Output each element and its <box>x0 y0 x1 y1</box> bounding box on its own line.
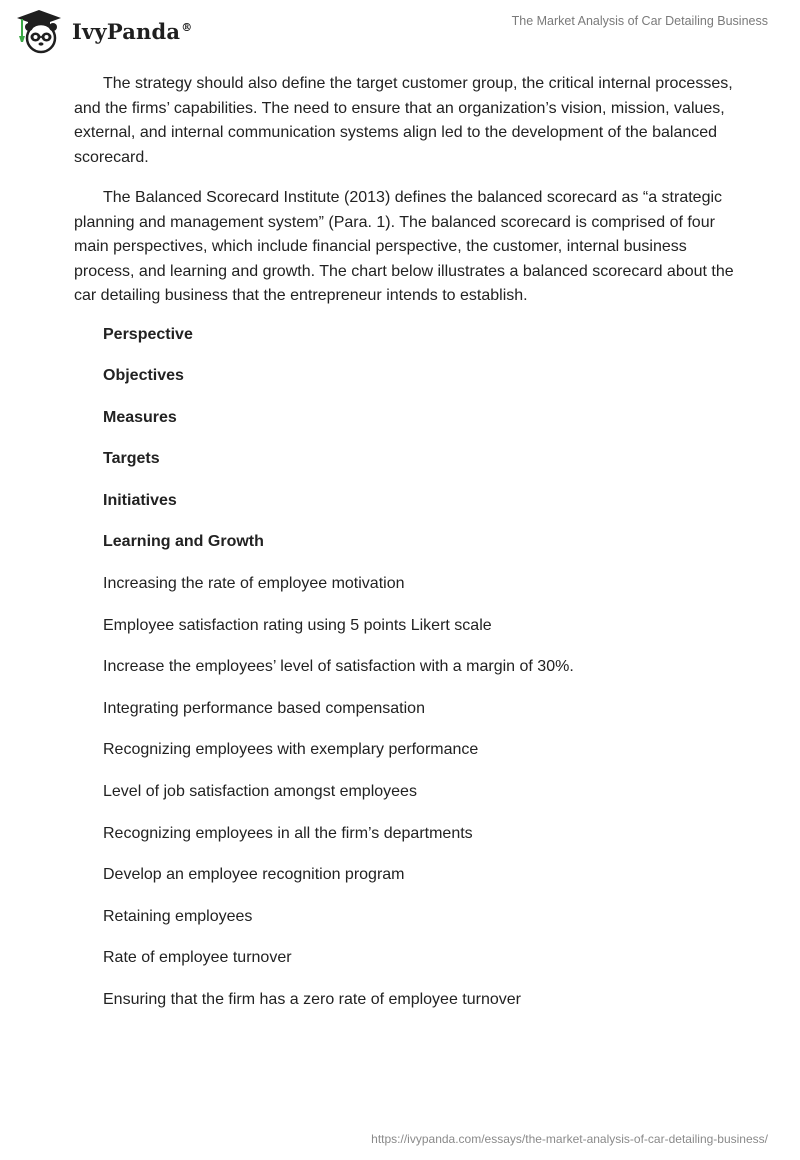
panda-graduate-icon <box>14 8 64 54</box>
table-header-initiatives: Initiatives <box>103 491 177 509</box>
table-cell: Retaining employees <box>103 907 253 925</box>
section-label-learning-growth: Learning and Growth <box>103 533 264 551</box>
table-header-objectives: Objectives <box>103 367 184 385</box>
essay-body <box>74 72 734 1032</box>
table-cell: Recognizing employees with exemplary performance <box>103 741 479 759</box>
table-cell: Recognizing employees in all the firm’s departments <box>103 824 473 842</box>
table-cell: Increasing the rate of employee motivation <box>103 575 405 593</box>
brand-name: IvyPanda® <box>72 18 193 44</box>
table-cell: Integrating performance based compensation <box>103 699 425 717</box>
registered-mark: ® <box>181 20 193 34</box>
page-header <box>0 0 800 64</box>
table-header-targets: Targets <box>103 450 160 468</box>
paragraph: The Balanced Scorecard Institute (2013) defines the balanced scorecard as “a strategic planning and management system” (Para. 1). The balanced scorecard is comprised of four main perspectives, which include financial perspective, the customer, internal business process, and learning and growth. The chart below illustrates a balanced scorecard about the car detailing business that the entrepreneur intends to establish. <box>74 189 734 304</box>
source-url-link[interactable]: https://ivypanda.com/essays/the-market-analysis-of-car-detailing-business/ <box>371 1132 768 1146</box>
table-header-perspective: Perspective <box>103 325 193 343</box>
scorecard-table <box>74 325 734 1032</box>
table-cell: Level of job satisfaction amongst employees <box>103 783 417 801</box>
document-title: The Market Analysis of Car Detailing Business <box>511 14 768 28</box>
brand-logo[interactable] <box>14 8 192 54</box>
table-cell: Increase the employees’ level of satisfaction with a margin of 30%. <box>103 658 574 676</box>
table-header-measures: Measures <box>103 408 177 426</box>
table-cell: Rate of employee turnover <box>103 949 292 967</box>
table-cell: Ensuring that the firm has a zero rate of employee turnover <box>103 991 521 1008</box>
table-cell: Employee satisfaction rating using 5 points Likert scale <box>103 616 492 634</box>
paragraph: The strategy should also define the target customer group, the critical internal processes, and the firms’ capabilities. The need to ensure that an organization’s vision, mission, values, external, and internal communication systems align led to the development of the balanced scorecard. <box>74 75 733 166</box>
table-cell: Develop an employee recognition program <box>103 866 405 884</box>
